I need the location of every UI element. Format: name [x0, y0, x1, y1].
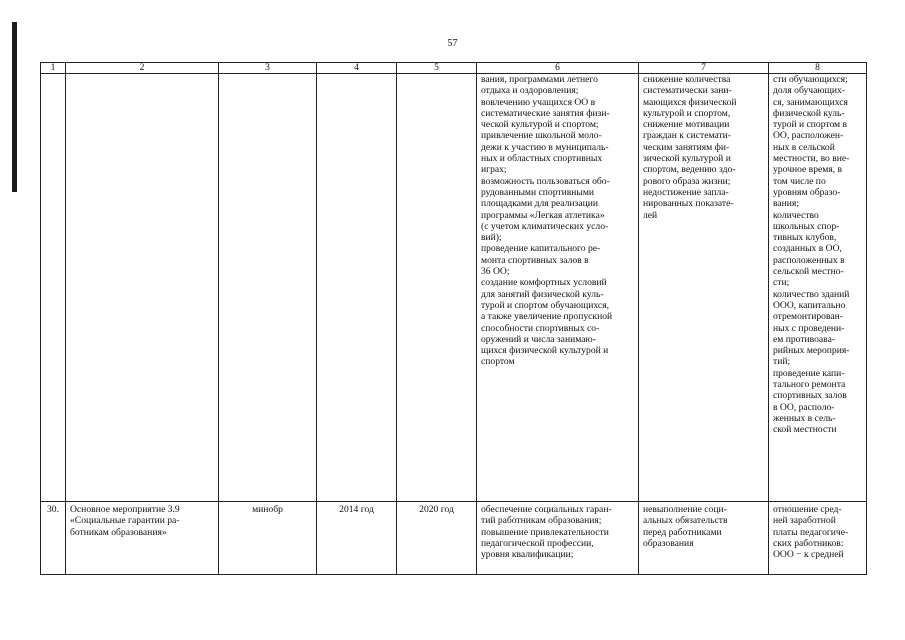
measures-table — [40, 62, 867, 575]
row-number-cell — [41, 74, 66, 502]
table-row-continued — [41, 74, 867, 502]
column-number: 7 — [639, 63, 769, 74]
column-number: 3 — [219, 63, 317, 74]
column-number: 8 — [769, 63, 867, 74]
consequences-cell: снижение количества систематически зани- мающихся физической культурой и спортом, снижение мотивации граждан к системати- ческим занятиям фи- зической культурой и спортом, ведению здо- рового образа жизни; недостижение запла- нированных показате- лей — [639, 74, 769, 502]
measure-name-cell: Основное мероприятие 3.9 «Социальные гарантии ра- ботникам образования» — [66, 502, 219, 575]
page-number: 57 — [447, 38, 458, 49]
responsible-cell: минобр — [219, 502, 317, 575]
measure-name-cell — [66, 74, 219, 502]
indicators-cell: сти обучающихся; доля обучающих- ся, занимающихся физической куль- турой и спортом в ОО, расположен- ных в сельской местности, во вне- урочное время, в том числе по уровням образо- вания; количество школьных спор- тивных клубов, созданных в ОО, расположенных в сельской местно- сти; количество зданий ООО, капитально отремонтирован- ных с проведени- ем противоава- рийных мероприя- тий; проведение капи- тального ремонта спортивных залов в ОО, располо- женных в сель- ской местности — [769, 74, 867, 502]
expected-result-cell: вания, программами летнего отдыха и оздоровления; вовлечению учащихся ОО в систематические занятия физи- ческой культурой и спортом; привлечение школьной моло- дежи к участию в муниципаль- ных и областных спортивных играх; возможность пользоваться обо- рудованными спортивными площадками для реализации программы «Легкая атлетика» (с учетом климатических усло- вий); проведение капитального ре- монта спортивных залов в 36 ОО; создание комфортных условий для занятий физической куль- турой и спортом обучающихся, а также увеличение пропускной способности спортивных со- оружений и числа занимаю- щихся физической культурой и спортом — [477, 74, 639, 502]
end-year-cell: 2020 год — [397, 502, 477, 575]
consequences-cell: невыполнение соци- альных обязательств перед работниками образования — [639, 502, 769, 575]
row-number-cell: 30. — [41, 502, 66, 575]
column-number: 2 — [66, 63, 219, 74]
start-year-cell: 2014 год — [317, 502, 397, 575]
column-number: 6 — [477, 63, 639, 74]
indicators-cell: отношение сред- ней заработной платы педагогиче- ских работников: ООО − к средней — [769, 502, 867, 575]
end-year-cell — [397, 74, 477, 502]
table-row-30 — [41, 502, 867, 575]
column-number-row — [41, 63, 867, 74]
start-year-cell — [317, 74, 397, 502]
column-number: 1 — [41, 63, 66, 74]
column-number: 5 — [397, 63, 477, 74]
responsible-cell — [219, 74, 317, 502]
expected-result-cell: обеспечение социальных гаран- тий работникам образования; повышение привлекательности педагогической профессии, уровня квалификации; — [477, 502, 639, 575]
column-number: 4 — [317, 63, 397, 74]
